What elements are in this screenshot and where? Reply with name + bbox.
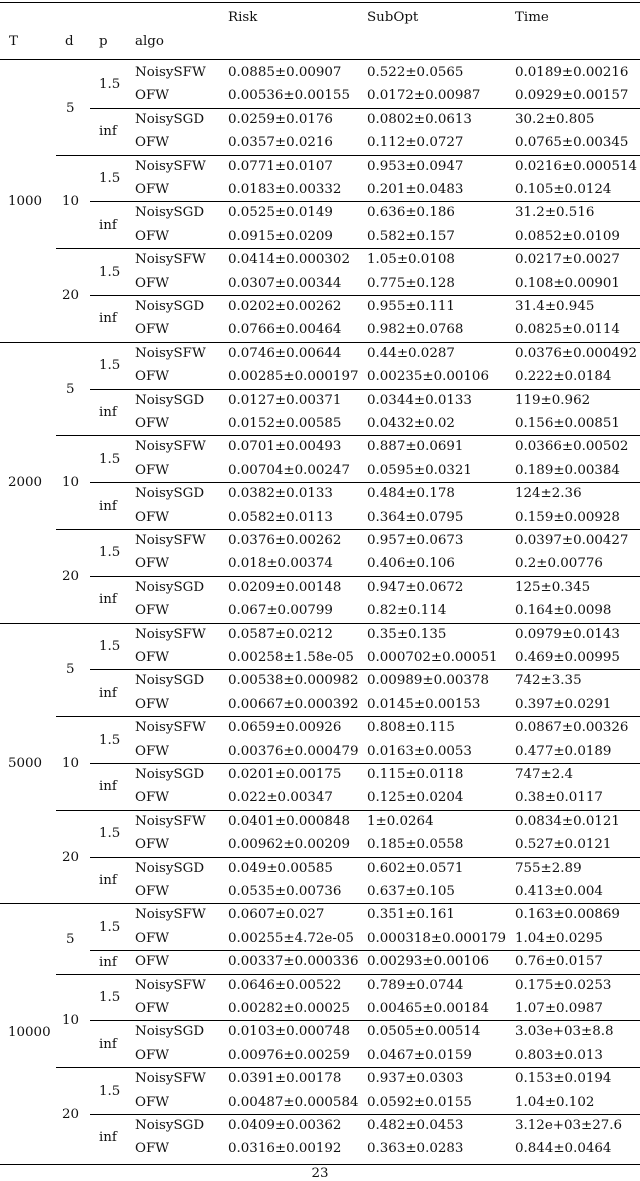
p-cell: inf [99, 1036, 117, 1052]
time-cell: 0.0216±0.000514 [515, 158, 637, 174]
risk-cell: 0.0376±0.00262 [228, 533, 342, 548]
time-cell: 0.156±0.00851 [515, 416, 620, 431]
subopt-cell: 0.0595±0.0321 [367, 462, 472, 478]
d-rule [56, 248, 640, 249]
algo-cell: NoisySFW [135, 1071, 206, 1087]
subopt-cell: 0.0432±0.02 [367, 416, 455, 431]
subopt-cell: 0.82±0.114 [367, 603, 447, 619]
p-cell: inf [99, 954, 117, 970]
algo-cell: NoisySFW [135, 813, 206, 829]
subopt-cell: 0.351±0.161 [367, 907, 455, 923]
p-rule [90, 108, 640, 109]
time-cell: 0.222±0.0184 [515, 369, 612, 385]
time-cell: 0.0376±0.000492 [515, 345, 637, 361]
algo-cell: NoisySGD [135, 1118, 205, 1133]
subopt-cell: 0.953±0.0947 [367, 158, 464, 174]
risk-cell: 0.0201±0.00175 [228, 767, 342, 782]
time-cell: 0.0852±0.0109 [515, 228, 620, 244]
algo-cell: OFW [135, 884, 170, 899]
p-cell: 1.5 [99, 1083, 121, 1099]
time-cell: 3.12e+03±27.6 [515, 1118, 623, 1133]
risk-cell: 0.00282±0.00025 [228, 1001, 350, 1016]
algo-cell: OFW [135, 416, 170, 431]
risk-cell: 0.0582±0.0113 [228, 509, 333, 525]
risk-cell: 0.0915±0.0209 [228, 228, 333, 244]
header-risk: Risk [228, 10, 258, 25]
p-cell: 1.5 [99, 826, 121, 842]
risk-cell: 0.00258±1.58e-05 [228, 650, 354, 665]
risk-cell: 0.0646±0.00522 [228, 977, 342, 993]
d-cell: 10 [62, 756, 80, 771]
header-d: d [65, 34, 74, 49]
risk-cell: 0.0259±0.0176 [228, 111, 333, 127]
risk-cell: 0.0316±0.00192 [228, 1141, 342, 1157]
risk-cell: 0.00285±0.000197 [228, 369, 359, 385]
risk-cell: 0.00976±0.00259 [228, 1047, 350, 1063]
time-cell: 0.189±0.00384 [515, 462, 620, 478]
p-cell: inf [99, 1130, 117, 1146]
p-cell: 1.5 [99, 990, 121, 1005]
algo-cell: NoisySFW [135, 977, 206, 993]
t-rule [0, 903, 640, 904]
time-cell: 0.469±0.00995 [515, 650, 620, 665]
algo-cell: OFW [135, 88, 170, 104]
subopt-cell: 0.00989±0.00378 [367, 673, 489, 689]
d-cell: 5 [66, 931, 75, 947]
p-rule [90, 669, 640, 670]
subopt-cell: 0.000702±0.00051 [367, 650, 498, 665]
algo-cell: OFW [135, 603, 170, 619]
risk-cell: 0.0771±0.0107 [228, 158, 333, 174]
subopt-cell: 0.125±0.0204 [367, 790, 464, 806]
p-cell: inf [99, 124, 117, 140]
subopt-cell: 0.582±0.157 [367, 228, 455, 244]
algo-cell: NoisySGD [135, 579, 205, 595]
time-cell: 0.844±0.0464 [515, 1141, 612, 1157]
algo-cell: NoisySGD [135, 486, 205, 502]
time-cell: 1.04±0.0295 [515, 930, 603, 946]
subopt-cell: 0.775±0.128 [367, 275, 455, 291]
algo-cell: OFW [135, 743, 170, 759]
d-rule [56, 716, 640, 717]
risk-cell: 0.018±0.00374 [228, 556, 333, 572]
risk-cell: 0.0525±0.0149 [228, 205, 333, 221]
d-cell: 20 [62, 568, 80, 584]
time-cell: 124±2.36 [515, 486, 582, 502]
risk-cell: 0.0127±0.00371 [228, 392, 342, 408]
p-rule [90, 295, 640, 296]
time-cell: 0.0217±0.0027 [515, 252, 620, 268]
subopt-cell: 0.484±0.178 [367, 486, 455, 502]
d-rule [56, 974, 640, 975]
risk-cell: 0.0103±0.000748 [228, 1024, 350, 1040]
subopt-cell: 0.636±0.186 [367, 205, 455, 221]
risk-cell: 0.0607±0.027 [228, 907, 325, 923]
p-cell: 1.5 [99, 545, 121, 561]
time-cell: 0.0834±0.0121 [515, 813, 620, 829]
subopt-cell: 0.00465±0.00184 [367, 1001, 489, 1016]
algo-cell: OFW [135, 1141, 170, 1157]
subopt-cell: 0.0505±0.00514 [367, 1024, 481, 1040]
risk-cell: 0.0409±0.00362 [228, 1118, 342, 1133]
d-rule [56, 435, 640, 436]
p-cell: 1.5 [99, 732, 121, 748]
p-cell: inf [99, 217, 117, 233]
algo-cell: OFW [135, 135, 170, 151]
algo-cell: OFW [135, 228, 170, 244]
risk-cell: 0.0401±0.000848 [228, 813, 350, 829]
p-cell: inf [99, 498, 117, 514]
p-rule [90, 1020, 640, 1021]
algo-cell: OFW [135, 954, 170, 970]
algo-cell: OFW [135, 322, 170, 338]
subopt-cell: 0.364±0.0795 [367, 509, 464, 525]
algo-cell: OFW [135, 696, 170, 712]
subopt-cell: 0.957±0.0673 [367, 533, 464, 548]
subopt-cell: 0.44±0.0287 [367, 345, 455, 361]
p-rule [90, 1114, 640, 1115]
algo-cell: NoisySGD [135, 673, 205, 689]
time-cell: 0.397±0.0291 [515, 696, 612, 712]
d-rule [56, 1067, 640, 1068]
algo-cell: NoisySFW [135, 158, 206, 174]
subopt-cell: 0.406±0.106 [367, 556, 455, 572]
subopt-cell: 0.0145±0.00153 [367, 696, 481, 712]
time-cell: 30.2±0.805 [515, 111, 595, 127]
p-rule [90, 763, 640, 764]
risk-cell: 0.00536±0.00155 [228, 88, 350, 104]
algo-cell: OFW [135, 930, 170, 946]
t-cell: 5000 [8, 756, 43, 771]
header-p: p [99, 34, 108, 49]
t-cell: 10000 [8, 1025, 51, 1041]
time-cell: 742±3.35 [515, 673, 582, 689]
t-cell: 1000 [8, 194, 43, 210]
p-rule [90, 201, 640, 202]
p-cell: 1.5 [99, 358, 121, 374]
algo-cell: OFW [135, 462, 170, 478]
d-cell: 10 [62, 194, 80, 210]
risk-cell: 0.00255±4.72e-05 [228, 930, 354, 946]
time-cell: 0.477±0.0189 [515, 743, 612, 759]
risk-cell: 0.0209±0.00148 [228, 579, 342, 595]
bottom-rule [0, 1164, 640, 1165]
algo-cell: NoisySGD [135, 1024, 205, 1040]
time-cell: 0.38±0.0117 [515, 790, 603, 806]
p-cell: 1.5 [99, 639, 121, 654]
risk-cell: 0.00337±0.000336 [228, 954, 359, 970]
time-cell: 755±2.89 [515, 860, 582, 876]
header-time: Time [515, 10, 549, 25]
time-cell: 31.2±0.516 [515, 205, 595, 221]
p-rule [90, 482, 640, 483]
header-rule [0, 59, 640, 60]
d-cell: 20 [62, 849, 80, 865]
p-cell: 1.5 [99, 171, 121, 186]
time-cell: 0.0397±0.00427 [515, 533, 629, 548]
p-rule [90, 950, 640, 951]
subopt-cell: 0.0467±0.0159 [367, 1047, 472, 1063]
subopt-cell: 0.363±0.0283 [367, 1141, 464, 1157]
subopt-cell: 0.115±0.0118 [367, 767, 464, 782]
time-cell: 0.0929±0.00157 [515, 88, 629, 104]
algo-cell: NoisySFW [135, 252, 206, 268]
risk-cell: 0.0414±0.000302 [228, 252, 350, 268]
subopt-cell: 0.0592±0.0155 [367, 1094, 472, 1110]
t-rule [0, 623, 640, 624]
risk-cell: 0.0766±0.00464 [228, 322, 342, 338]
d-cell: 5 [66, 100, 75, 116]
algo-cell: OFW [135, 1001, 170, 1016]
subopt-cell: 0.947±0.0672 [367, 579, 464, 595]
risk-cell: 0.067±0.00799 [228, 603, 333, 619]
p-cell: inf [99, 873, 117, 888]
risk-cell: 0.0307±0.00344 [228, 275, 342, 291]
subopt-cell: 0.35±0.135 [367, 626, 447, 642]
p-cell: 1.5 [99, 451, 121, 467]
p-cell: inf [99, 405, 117, 420]
subopt-cell: 0.955±0.111 [367, 299, 455, 314]
time-cell: 0.0867±0.00326 [515, 720, 629, 736]
subopt-cell: 0.0172±0.00987 [367, 88, 481, 104]
p-cell: inf [99, 311, 117, 327]
algo-cell: OFW [135, 1094, 170, 1110]
algo-cell: NoisySFW [135, 533, 206, 548]
risk-cell: 0.00667±0.000392 [228, 696, 359, 712]
d-cell: 5 [66, 662, 75, 678]
risk-cell: 0.0391±0.00178 [228, 1071, 342, 1087]
p-cell: 1.5 [99, 264, 121, 280]
d-cell: 10 [62, 1013, 80, 1029]
risk-cell: 0.00538±0.000982 [228, 673, 359, 689]
p-rule [90, 857, 640, 858]
algo-cell: NoisySFW [135, 626, 206, 642]
d-rule [56, 810, 640, 811]
risk-cell: 0.022±0.00347 [228, 790, 333, 806]
algo-cell: NoisySGD [135, 392, 205, 408]
time-cell: 119±0.962 [515, 392, 591, 408]
p-cell: inf [99, 779, 117, 795]
d-cell: 20 [62, 288, 80, 303]
risk-cell: 0.0357±0.0216 [228, 135, 333, 151]
algo-cell: NoisySGD [135, 860, 205, 876]
time-cell: 125±0.345 [515, 579, 591, 595]
algo-cell: NoisySGD [135, 767, 205, 782]
subopt-cell: 0.887±0.0691 [367, 439, 464, 455]
header-subopt: SubOpt [367, 10, 419, 25]
subopt-cell: 0.789±0.0744 [367, 977, 464, 993]
d-cell: 20 [62, 1107, 80, 1122]
risk-cell: 0.00376±0.000479 [228, 743, 359, 759]
p-rule [90, 389, 640, 390]
subopt-cell: 0.808±0.115 [367, 720, 455, 736]
subopt-cell: 0.602±0.0571 [367, 860, 464, 876]
algo-cell: NoisySFW [135, 907, 206, 923]
subopt-cell: 0.982±0.0768 [367, 322, 464, 338]
p-cell: inf [99, 685, 117, 701]
subopt-cell: 0.112±0.0727 [367, 135, 464, 151]
time-cell: 0.108±0.00901 [515, 275, 620, 291]
t-rule [0, 342, 640, 343]
subopt-cell: 0.000318±0.000179 [367, 930, 507, 946]
time-cell: 1.07±0.0987 [515, 1001, 603, 1016]
algo-cell: OFW [135, 369, 170, 385]
algo-cell: NoisySGD [135, 111, 205, 127]
p-cell: inf [99, 592, 117, 608]
algo-cell: NoisySFW [135, 345, 206, 361]
subopt-cell: 0.00235±0.00106 [367, 369, 489, 385]
header-algo: algo [135, 34, 164, 49]
algo-cell: OFW [135, 790, 170, 806]
algo-cell: NoisySFW [135, 720, 206, 736]
top-rule [0, 2, 640, 3]
risk-cell: 0.0701±0.00493 [228, 439, 342, 455]
time-cell: 0.0366±0.00502 [515, 439, 629, 455]
time-cell: 3.03e+03±8.8 [515, 1024, 614, 1040]
d-cell: 5 [66, 381, 75, 397]
time-cell: 0.163±0.00869 [515, 907, 620, 923]
subopt-cell: 0.937±0.0303 [367, 1071, 464, 1087]
subopt-cell: 0.185±0.0558 [367, 837, 464, 853]
risk-cell: 0.0587±0.0212 [228, 626, 333, 642]
risk-cell: 0.0746±0.00644 [228, 345, 342, 361]
time-cell: 0.0979±0.0143 [515, 626, 620, 642]
time-cell: 0.803±0.013 [515, 1047, 603, 1063]
algo-cell: OFW [135, 556, 170, 572]
time-cell: 0.413±0.004 [515, 884, 603, 899]
subopt-cell: 1±0.0264 [367, 813, 434, 829]
time-cell: 0.159±0.00928 [515, 509, 620, 525]
algo-cell: NoisySGD [135, 205, 205, 221]
algo-cell: OFW [135, 837, 170, 853]
subopt-cell: 0.482±0.0453 [367, 1118, 464, 1133]
algo-cell: OFW [135, 182, 170, 197]
time-cell: 0.153±0.0194 [515, 1071, 612, 1087]
algo-cell: NoisySGD [135, 299, 205, 314]
algo-cell: OFW [135, 275, 170, 291]
subopt-cell: 0.0802±0.0613 [367, 111, 472, 127]
time-cell: 0.105±0.0124 [515, 182, 612, 197]
time-cell: 0.164±0.0098 [515, 603, 612, 619]
p-cell: 1.5 [99, 77, 121, 93]
t-cell: 2000 [8, 475, 43, 491]
page-number: 23 [311, 1166, 329, 1181]
subopt-cell: 0.637±0.105 [367, 884, 455, 899]
subopt-cell: 0.0163±0.0053 [367, 743, 472, 759]
time-cell: 0.2±0.00776 [515, 556, 603, 572]
risk-cell: 0.0535±0.00736 [228, 884, 342, 899]
subopt-cell: 0.00293±0.00106 [367, 954, 489, 970]
subopt-cell: 0.522±0.0565 [367, 65, 464, 80]
p-cell: 1.5 [99, 919, 121, 935]
time-cell: 747±2.4 [515, 767, 574, 782]
subopt-cell: 1.05±0.0108 [367, 252, 455, 268]
d-cell: 10 [62, 475, 80, 491]
risk-cell: 0.00487±0.000584 [228, 1094, 359, 1110]
d-rule [56, 529, 640, 530]
time-cell: 0.527±0.0121 [515, 837, 612, 853]
time-cell: 1.04±0.102 [515, 1094, 595, 1110]
time-cell: 0.175±0.0253 [515, 977, 612, 993]
risk-cell: 0.0382±0.0133 [228, 486, 333, 502]
algo-cell: OFW [135, 1047, 170, 1063]
d-rule [56, 155, 640, 156]
subopt-cell: 0.201±0.0483 [367, 182, 464, 197]
time-cell: 0.0189±0.00216 [515, 65, 629, 80]
risk-cell: 0.0659±0.00926 [228, 720, 342, 736]
header-t: T [9, 34, 18, 49]
risk-cell: 0.0202±0.00262 [228, 299, 342, 314]
risk-cell: 0.0885±0.00907 [228, 65, 342, 80]
subopt-cell: 0.0344±0.0133 [367, 392, 472, 408]
algo-cell: OFW [135, 650, 170, 665]
risk-cell: 0.049±0.00585 [228, 860, 333, 876]
algo-cell: OFW [135, 509, 170, 525]
risk-cell: 0.0152±0.00585 [228, 416, 342, 431]
time-cell: 0.0765±0.00345 [515, 135, 629, 151]
risk-cell: 0.00962±0.00209 [228, 837, 350, 853]
algo-cell: NoisySFW [135, 65, 206, 80]
time-cell: 0.0825±0.0114 [515, 322, 620, 338]
risk-cell: 0.0183±0.00332 [228, 182, 342, 197]
p-rule [90, 576, 640, 577]
time-cell: 0.76±0.0157 [515, 954, 603, 970]
risk-cell: 0.00704±0.00247 [228, 462, 350, 478]
time-cell: 31.4±0.945 [515, 299, 595, 314]
algo-cell: NoisySFW [135, 439, 206, 455]
